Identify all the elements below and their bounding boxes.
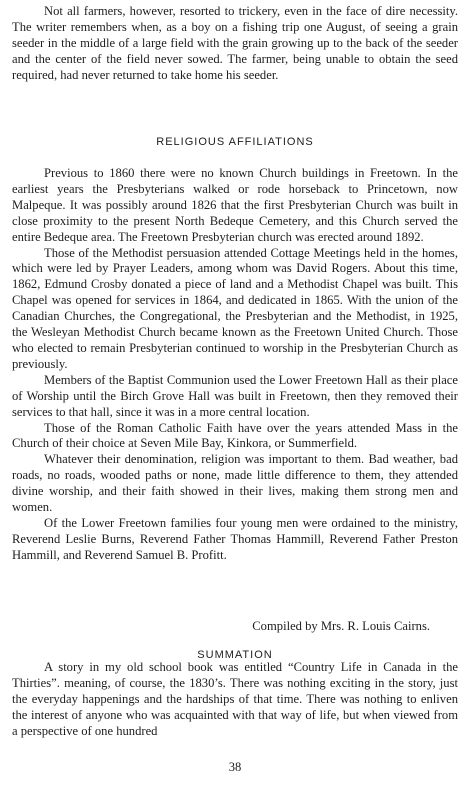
religious-affiliations-heading: RELIGIOUS AFFILIATIONS (156, 136, 314, 148)
religious-paragraph: Members of the Baptist Communion used the Lower Freetown Hall as their place of Worship until the Birch Grove Hall was built in Freetown, then they removed their services to that hall, since it was in a more central location. (12, 372, 458, 419)
summation-section (12, 660, 458, 740)
religious-affiliations-section (12, 166, 458, 564)
intro-paragraph: Not all farmers, however, resorted to trickery, even in the face of dire necessity. The writer remembers when, as a boy on a fishing trip one August, of seeing a grain seeder in the middle of a large field with the grain growing up to the back of the seeder and the center of the field never sowed. The farmer, being unable to obtain the seed required, had never returned to take home his seeder. (12, 4, 458, 82)
page-number: 38 (228, 760, 242, 774)
religious-paragraph: Of the Lower Freetown families four young men were ordained to the ministry, Reverend Leslie Burns, Reverend Father Thomas Hammill, Reverend Father Preston Hammill, and Reverend Samuel B. Profitt. (12, 515, 458, 562)
compiled-by-credit: Compiled by Mrs. R. Louis Cairns. (252, 619, 430, 633)
religious-paragraph: Whatever their denomination, religion was important to them. Bad weather, bad roads, no roads, wooded paths or none, made little difference to them, they attended divine worship, and their faith showed in their lives, making them strong men and women. (12, 452, 458, 515)
religious-paragraph: Previous to 1860 there were no known Church buildings in Freetown. In the earliest years the Presbyterians walked or rode horseback to Princetown, now Malpeque. It was possibly around 1826 that the first Presbyterian Church was built in close proximity to the present North Bedeque Cemetery, and this Church served the entire Bedeque area. The Freetown Presbyterian church was erected around 1892. (12, 166, 458, 244)
summation-paragraph: A story in my old school book was entitled “Country Life in Canada in the Thirties”. meaning, of course, the 1830’s. There was nothing exciting in the story, just the everyday happenings and the hardships of that time. There was nothing to enliven the interest of anyone who was acquainted with that way of life, but when viewed from a perspective of one hundred (12, 660, 458, 738)
summation-heading: SUMMATION (197, 649, 273, 661)
religious-paragraph: Those of the Methodist persuasion attended Cottage Meetings held in the homes, which were led by Prayer Leaders, among whom was David Rogers. About this time, 1862, Edmund Crosby donated a piece of land and a Methodist Chapel was built. This Chapel was opened for services in 1864, and dedicated in 1865. With the union of the Canadian Churches, the Congregational, the Presbyterian and the Methodist, in 1925, the Wesleyan Methodist Church became known as the Freetown United Church. Those who elected to remain Presbyterian continued to worship in the Presbyterian Church as previously. (12, 245, 458, 371)
religious-paragraph: Those of the Roman Catholic Faith have over the years attended Mass in the Church of their choice at Seven Mile Bay, Kinkora, or Summerfield. (12, 420, 458, 451)
